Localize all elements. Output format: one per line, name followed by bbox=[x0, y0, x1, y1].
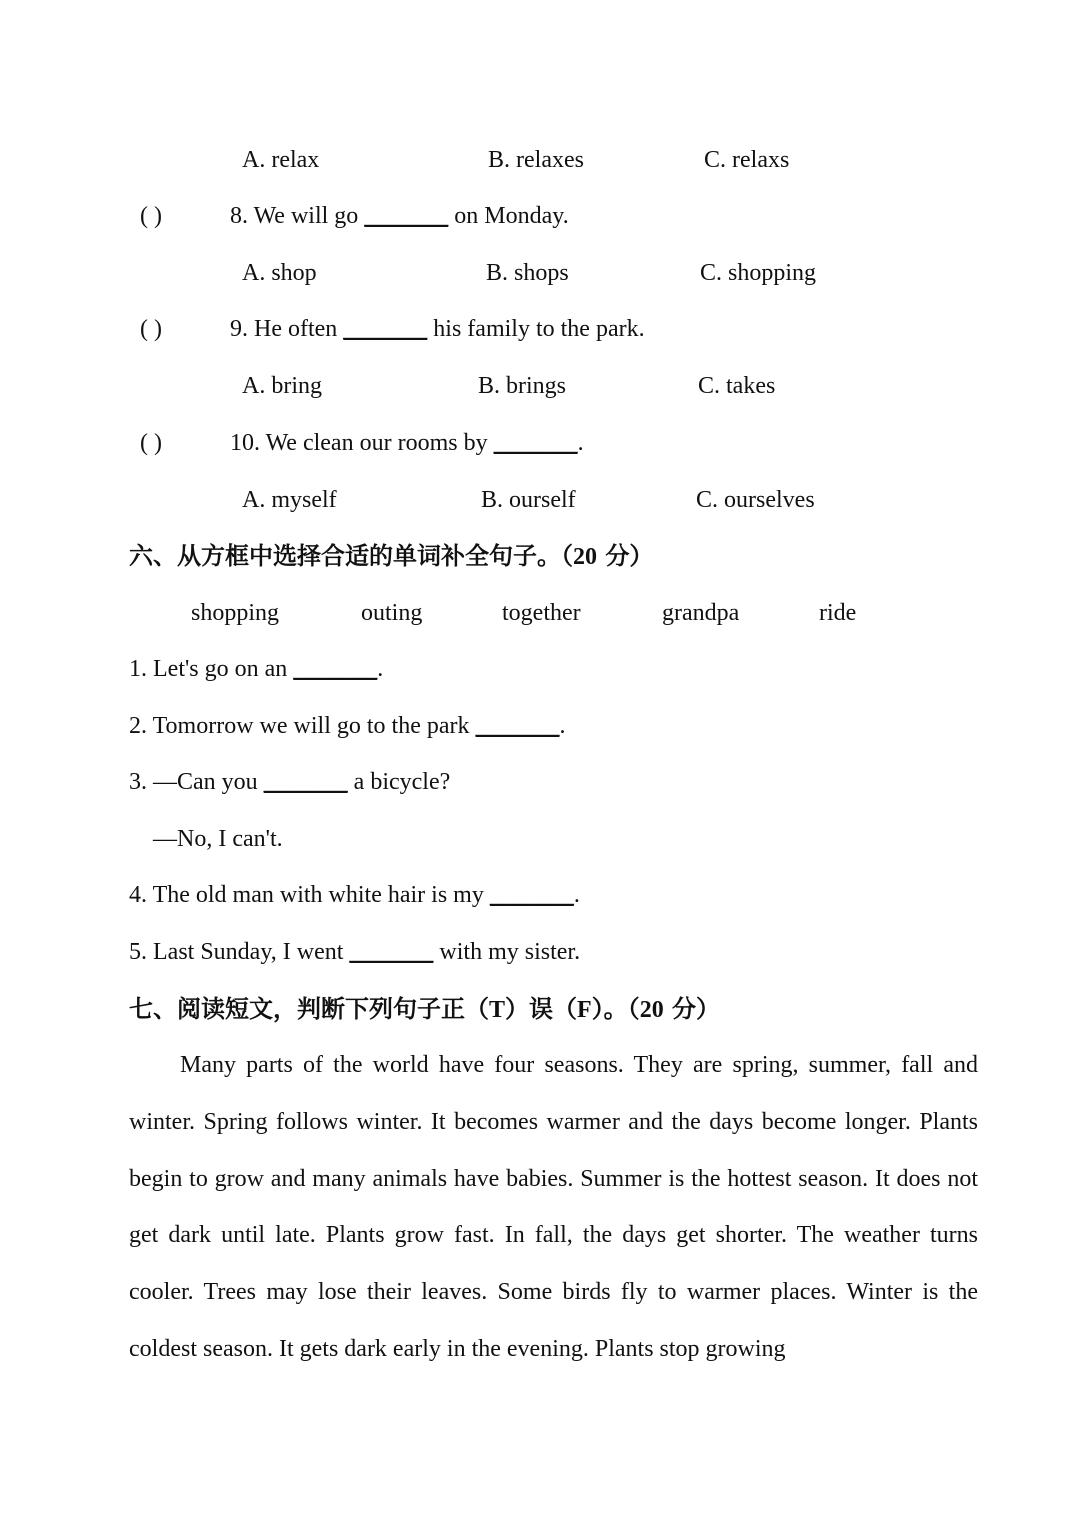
q8-option-b: B. shops bbox=[486, 260, 569, 286]
answer-blank: _______ bbox=[343, 316, 428, 342]
section-6-title bbox=[129, 540, 653, 573]
answer-blank: _______ bbox=[489, 882, 574, 908]
question-text-before: We clean our rooms by bbox=[265, 430, 488, 456]
reading-passage: Many parts of the world have four seasons. They are spring, summer, fall and winter. Spring follows winter. It becomes warmer and the days become longer. Plants begin to grow and many animals have babies. Summer is the hottest season. It does not get dark until late. Plants grow fast. In fall, the days get shorter. The weather turns cooler. Trees may lose their leaves. Some birds fly to warmer places. Winter is the coldest season. It gets dark early in the evening. Plants stop growing bbox=[129, 1052, 978, 1362]
fill-sentence-5 bbox=[129, 936, 580, 968]
fill-sentence-1 bbox=[129, 653, 383, 685]
question-8-text bbox=[230, 200, 569, 232]
word-bank-item: ride bbox=[819, 600, 857, 626]
sentence-text-before: 3. —Can you bbox=[129, 769, 258, 795]
q8-option-c: C. shopping bbox=[700, 260, 817, 286]
section-7-score: 20 bbox=[639, 997, 664, 1023]
sentence-text-after: with my sister. bbox=[439, 939, 581, 965]
q7-option-c: C. relaxs bbox=[704, 147, 790, 173]
section-7-title-text: 七、阅读短文，判断下列句子正（ bbox=[129, 995, 489, 1023]
sentence-text-before: 4. The old man with white hair is my bbox=[129, 882, 484, 908]
q10-option-a: A. myself bbox=[242, 487, 337, 513]
question-number: 10. bbox=[230, 430, 260, 456]
question-text-before: We will go bbox=[253, 203, 359, 229]
word-bank-item: grandpa bbox=[662, 600, 740, 626]
answer-blank: _______ bbox=[364, 203, 449, 229]
question-text-after: his family to the park. bbox=[433, 316, 645, 342]
sentence-text-before: 1. Let's go on an bbox=[129, 656, 288, 682]
q8-option-a: A. shop bbox=[242, 260, 317, 286]
question-number: 8. bbox=[230, 203, 248, 229]
answer-blank: _______ bbox=[493, 430, 578, 456]
true-marker: T bbox=[489, 997, 506, 1023]
fill-sentence-4 bbox=[129, 879, 580, 911]
section-7-title-mid: ）误（ bbox=[505, 995, 578, 1023]
q9-option-c: C. takes bbox=[698, 373, 776, 399]
question-number: 9. bbox=[230, 316, 248, 342]
sentence-text-after: a bicycle? bbox=[353, 769, 451, 795]
question-text-before: He often bbox=[254, 316, 338, 342]
answer-blank: _______ bbox=[475, 713, 560, 739]
q10-option-b: B. ourself bbox=[481, 487, 576, 513]
question-9-text bbox=[230, 313, 645, 345]
sentence-text-before: 5. Last Sunday, I went bbox=[129, 939, 344, 965]
section-7-title bbox=[129, 993, 720, 1026]
word-bank-item: together bbox=[502, 600, 581, 626]
sentence-text-after: . bbox=[559, 713, 566, 739]
sentence-text-after: . bbox=[377, 656, 384, 682]
question-text-after: . bbox=[577, 430, 584, 456]
question-10-text bbox=[230, 427, 584, 459]
answer-paren[interactable]: ( ) bbox=[140, 316, 162, 342]
sentence-text-before: 2. Tomorrow we will go to the park bbox=[129, 713, 470, 739]
section-6-score: 20 bbox=[573, 544, 597, 570]
q7-option-a: A. relax bbox=[242, 147, 320, 173]
fill-sentence-2 bbox=[129, 710, 566, 742]
q10-option-c: C. ourselves bbox=[696, 487, 815, 513]
answer-blank: _______ bbox=[263, 769, 348, 795]
q9-option-a: A. bring bbox=[242, 373, 322, 399]
fill-sentence-3-reply: —No, I can't. bbox=[153, 826, 283, 852]
answer-paren[interactable]: ( ) bbox=[140, 430, 162, 456]
answer-blank: _______ bbox=[293, 656, 378, 682]
answer-blank: _______ bbox=[349, 939, 434, 965]
q7-option-b: B. relaxes bbox=[488, 147, 584, 173]
false-marker: F bbox=[577, 997, 592, 1023]
section-7-title-end: 分） bbox=[663, 995, 721, 1023]
answer-paren[interactable]: ( ) bbox=[140, 203, 162, 229]
section-7-title-mid2: ）。（ bbox=[591, 995, 640, 1023]
fill-sentence-3 bbox=[129, 766, 450, 798]
word-bank-item: shopping bbox=[191, 600, 280, 626]
question-text-after: on Monday. bbox=[454, 203, 569, 229]
section-6-title-end: 分） bbox=[597, 542, 654, 570]
sentence-text-after: . bbox=[573, 882, 580, 908]
word-bank-item: outing bbox=[361, 600, 423, 626]
section-6-title-text: 六、从方框中选择合适的单词补全句子。（ bbox=[129, 542, 573, 570]
q9-option-b: B. brings bbox=[478, 373, 567, 399]
